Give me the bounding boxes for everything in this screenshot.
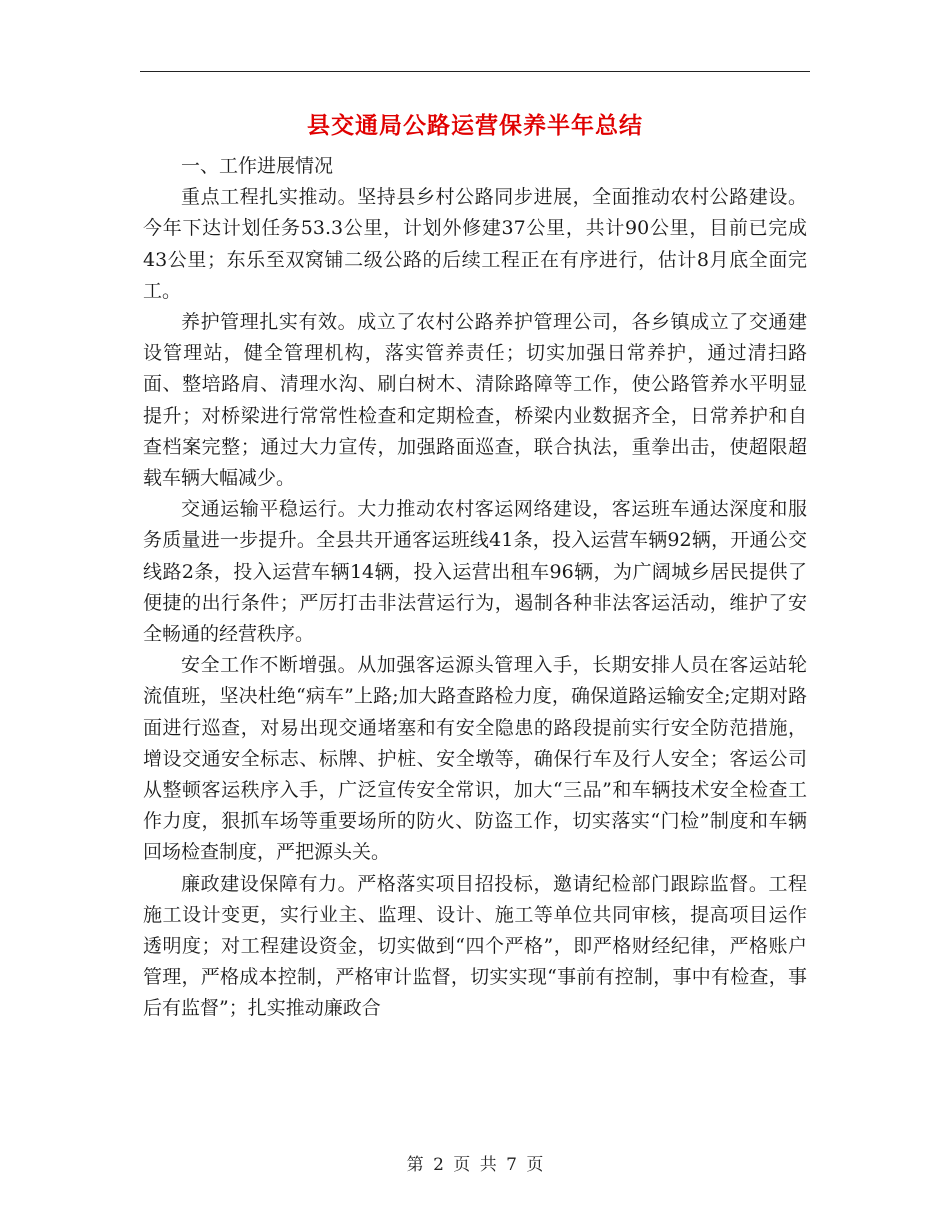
paragraph-transport: 交通运输平稳运行。大力推动农村客运网络建设，客运班车通达深度和服务质量进一步提升。全县共开通客运班线41条，投入运营车辆92辆，开通公交线路2条，投入运营车辆14辆，投入运营出租车96辆，为广阔城乡居民提供了便捷的出行条件；严厉打击非法营运行为，遏制各种非法客运活动，维护了安全畅通的经营秩序。 [143, 498, 807, 646]
header-rule [140, 71, 810, 72]
paragraph-maintenance: 养护管理扎实有效。成立了农村公路养护管理公司，各乡镇成立了交通建设管理站，健全管理机构，落实管养责任；切实加强日常养护，通过清扫路面、整培路肩、清理水沟、刷白树木、清除路障等工作，使公路管养水平明显提升；对桥梁进行常常性检查和定期检查，桥梁内业数据齐全，日常养护和自查档案完整；通过大力宣传，加强路面巡查，联合执法，重拳出击，使超限超载车辆大幅减少。 [143, 311, 807, 490]
page-number: 第 2 页 共 7 页 [406, 1155, 544, 1175]
section-heading: 一、工作进展情况 [181, 155, 334, 177]
paragraph-key-projects: 重点工程扎实推动。坚持县乡村公路同步进展，全面推动农村公路建设。今年下达计划任务53.3公里，计划外修建37公里，共计90公里，目前已完成43公里；东乐至双窝铺二级公路的后续工程正在有序进行，估计8月底全面完工。 [143, 186, 807, 302]
document-title: 县交通局公路运营保养半年总结 [307, 112, 643, 139]
document-body [143, 151, 807, 1025]
paragraph-integrity: 廉政建设保障有力。严格落实项目招投标，邀请纪检部门跟踪监督。工程施工设计变更，实行业主、监理、设计、施工等单位共同审核，提高项目运作透明度；对工程建设资金，切实做到“四个严格”，即严格财经纪律，严格账户管理，严格成本控制，严格审计监督，切实实现“事前有控制，事中有检查，事后有监督”；扎实推动廉政合 [143, 872, 807, 1020]
paragraph-safety: 安全工作不断增强。从加强客运源头管理入手，长期安排人员在客运站轮流值班，坚决杜绝“病车”上路;加大路查路检力度，确保道路运输安全;定期对路面进行巡查，对易出现交通堵塞和有安全隐患的路段提前实行安全防范措施，增设交通安全标志、标牌、护桩、安全墩等，确保行车及行人安全；客运公司从整顿客运秩序入手，广泛宣传安全常识，加大“三品”和车辆技术安全检查工作力度，狠抓车场等重要场所的防火、防盗工作，切实落实“门检”制度和车辆回场检查制度，严把源头关。 [143, 654, 807, 864]
